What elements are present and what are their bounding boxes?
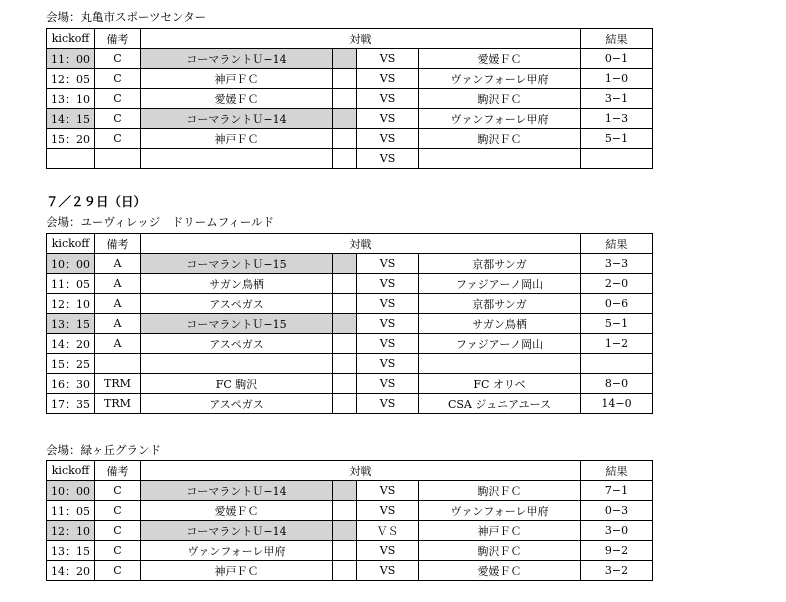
away-team: ファジアーノ岡山 (419, 274, 581, 294)
home-team: 神戸ＦＣ (141, 69, 333, 89)
table-row (47, 274, 653, 294)
away-team: ファジアーノ岡山 (419, 334, 581, 354)
spacer-cell (333, 274, 357, 294)
away-team: 駒沢ＦＣ (419, 481, 581, 501)
kickoff-time: 13：15 (47, 314, 95, 334)
table-row (47, 374, 653, 394)
vs-label: VS (357, 89, 419, 109)
kickoff-time: 10：00 (47, 481, 95, 501)
table-row (47, 109, 653, 129)
table-row (47, 254, 653, 274)
kickoff-time: 13：10 (47, 89, 95, 109)
home-team: サガン鳥栖 (141, 274, 333, 294)
home-team: アスペガス (141, 294, 333, 314)
vs-label: VS (357, 541, 419, 561)
header-result: 結果 (581, 234, 653, 254)
vs-label: VS (357, 561, 419, 581)
home-team: コーマラントＵ−15 (141, 254, 333, 274)
kickoff-time: 13：15 (47, 541, 95, 561)
away-team: CSA ジュニアユース (419, 394, 581, 414)
vs-label: VS (357, 69, 419, 89)
spacer-cell (333, 541, 357, 561)
table-row (47, 149, 653, 169)
table-row (47, 541, 653, 561)
home-team: コーマラントＵ−14 (141, 109, 333, 129)
header-kickoff: kickoff (47, 461, 95, 481)
kickoff-time: 10：00 (47, 254, 95, 274)
vs-label: VS (357, 129, 419, 149)
result-score: 1−0 (581, 69, 653, 89)
away-team: ヴァンフォーレ甲府 (419, 69, 581, 89)
spacer-cell (333, 129, 357, 149)
result-score (581, 149, 653, 169)
away-team: 駒沢ＦＣ (419, 129, 581, 149)
kickoff-time: 14：20 (47, 334, 95, 354)
spacer-cell (333, 149, 357, 169)
kickoff-time: 15：25 (47, 354, 95, 374)
result-score: 7−1 (581, 481, 653, 501)
away-team: ヴァンフォーレ甲府 (419, 501, 581, 521)
kickoff-time: 11：00 (47, 49, 95, 69)
result-score: 5−1 (581, 129, 653, 149)
away-team: ヴァンフォーレ甲府 (419, 109, 581, 129)
away-team: サガン鳥栖 (419, 314, 581, 334)
home-team: コーマラントＵ−14 (141, 521, 333, 541)
header-note: 備考 (95, 29, 141, 49)
vs-label: VS (357, 294, 419, 314)
table-row (47, 314, 653, 334)
home-team: FC 駒沢 (141, 374, 333, 394)
kickoff-time: 12：05 (47, 69, 95, 89)
vs-label: VS (357, 149, 419, 169)
note-cell: A (95, 334, 141, 354)
spacer-cell (333, 49, 357, 69)
table-row (47, 561, 653, 581)
kickoff-time: 11：05 (47, 274, 95, 294)
header-note: 備考 (95, 461, 141, 481)
spacer-cell (333, 109, 357, 129)
vs-label: ＶＳ (357, 521, 419, 541)
home-team (141, 149, 333, 169)
note-cell: C (95, 49, 141, 69)
result-score: 5−1 (581, 314, 653, 334)
home-team: 神戸ＦＣ (141, 129, 333, 149)
home-team: 神戸ＦＣ (141, 561, 333, 581)
result-score: 3−1 (581, 89, 653, 109)
kickoff-time: 15：20 (47, 129, 95, 149)
kickoff-time: 14：20 (47, 561, 95, 581)
result-score: 0−6 (581, 294, 653, 314)
table-row (47, 481, 653, 501)
table-row (47, 49, 653, 69)
result-score (581, 354, 653, 374)
spacer-cell (333, 294, 357, 314)
away-team: 神戸ＦＣ (419, 521, 581, 541)
table-row (47, 501, 653, 521)
note-cell: C (95, 561, 141, 581)
note-cell: C (95, 89, 141, 109)
spacer-cell (333, 481, 357, 501)
table-row (47, 294, 653, 314)
spacer-cell (333, 394, 357, 414)
note-cell: C (95, 69, 141, 89)
away-team: 駒沢ＦＣ (419, 541, 581, 561)
note-cell (95, 354, 141, 374)
kickoff-time: 16：30 (47, 374, 95, 394)
home-team: 愛媛ＦＣ (141, 501, 333, 521)
vs-label: VS (357, 481, 419, 501)
note-cell: C (95, 521, 141, 541)
spacer-cell (333, 254, 357, 274)
result-score: 1−2 (581, 334, 653, 354)
venue-title: 会場：丸亀市スポーツセンター (46, 10, 207, 24)
kickoff-time: 11：05 (47, 501, 95, 521)
away-team: 愛媛ＦＣ (419, 561, 581, 581)
spacer-cell (333, 501, 357, 521)
home-team: コーマラントＵ−14 (141, 481, 333, 501)
vs-label: VS (357, 354, 419, 374)
note-cell: C (95, 129, 141, 149)
result-score: 1−3 (581, 109, 653, 129)
note-cell: C (95, 501, 141, 521)
result-score: 3−3 (581, 254, 653, 274)
table-header (47, 461, 653, 481)
header-kickoff: kickoff (47, 29, 95, 49)
spacer-cell (333, 69, 357, 89)
note-cell: TRM (95, 374, 141, 394)
spacer-cell (333, 354, 357, 374)
venue-title: 会場：緑ヶ丘グランド (46, 443, 161, 457)
home-team: 愛媛ＦＣ (141, 89, 333, 109)
header-match: 対戦 (141, 234, 581, 254)
kickoff-time (47, 149, 95, 169)
vs-label: VS (357, 501, 419, 521)
home-team: コーマラントＵ−14 (141, 49, 333, 69)
spacer-cell (333, 314, 357, 334)
header-match: 対戦 (141, 461, 581, 481)
away-team: 京都サンガ (419, 254, 581, 274)
result-score: 14−0 (581, 394, 653, 414)
away-team: 京都サンガ (419, 294, 581, 314)
header-match: 対戦 (141, 29, 581, 49)
note-cell: A (95, 294, 141, 314)
away-team: 愛媛ＦＣ (419, 49, 581, 69)
result-score: 0−1 (581, 49, 653, 69)
result-score: 9−2 (581, 541, 653, 561)
spacer-cell (333, 334, 357, 354)
result-score: 2−0 (581, 274, 653, 294)
table-row (47, 394, 653, 414)
home-team: ヴァンフォーレ甲府 (141, 541, 333, 561)
header-result: 結果 (581, 461, 653, 481)
home-team (141, 354, 333, 374)
note-cell: A (95, 274, 141, 294)
note-cell: C (95, 541, 141, 561)
note-cell (95, 149, 141, 169)
match-table (46, 460, 653, 581)
kickoff-time: 14：15 (47, 109, 95, 129)
spacer-cell (333, 374, 357, 394)
vs-label: VS (357, 374, 419, 394)
away-team: FC オリベ (419, 374, 581, 394)
table-row (47, 69, 653, 89)
vs-label: VS (357, 274, 419, 294)
table-row (47, 334, 653, 354)
away-team: 駒沢ＦＣ (419, 89, 581, 109)
table-row (47, 129, 653, 149)
result-score: 0−3 (581, 501, 653, 521)
header-note: 備考 (95, 234, 141, 254)
header-kickoff: kickoff (47, 234, 95, 254)
spacer-cell (333, 561, 357, 581)
note-cell: C (95, 109, 141, 129)
note-cell: TRM (95, 394, 141, 414)
match-table (46, 233, 653, 414)
kickoff-time: 12：10 (47, 294, 95, 314)
note-cell: C (95, 481, 141, 501)
table-row (47, 89, 653, 109)
table-header (47, 29, 653, 49)
table-header (47, 234, 653, 254)
vs-label: VS (357, 254, 419, 274)
vs-label: VS (357, 49, 419, 69)
spacer-cell (333, 521, 357, 541)
result-score: 3−2 (581, 561, 653, 581)
vs-label: VS (357, 334, 419, 354)
table-row (47, 521, 653, 541)
away-team (419, 149, 581, 169)
result-score: 3−0 (581, 521, 653, 541)
result-score: 8−0 (581, 374, 653, 394)
vs-label: VS (357, 314, 419, 334)
home-team: アスペガス (141, 334, 333, 354)
kickoff-time: 12：10 (47, 521, 95, 541)
away-team (419, 354, 581, 374)
vs-label: VS (357, 394, 419, 414)
venue-title: 会場：ユーヴィレッジ ドリームフィールド (46, 215, 275, 229)
match-table (46, 28, 653, 169)
spacer-cell (333, 89, 357, 109)
home-team: コーマラントＵ−15 (141, 314, 333, 334)
note-cell: A (95, 314, 141, 334)
header-result: 結果 (581, 29, 653, 49)
table-row (47, 354, 653, 374)
kickoff-time: 17：35 (47, 394, 95, 414)
date-heading: ７／２９日（日） (46, 194, 147, 209)
vs-label: VS (357, 109, 419, 129)
note-cell: A (95, 254, 141, 274)
home-team: アスペガス (141, 394, 333, 414)
